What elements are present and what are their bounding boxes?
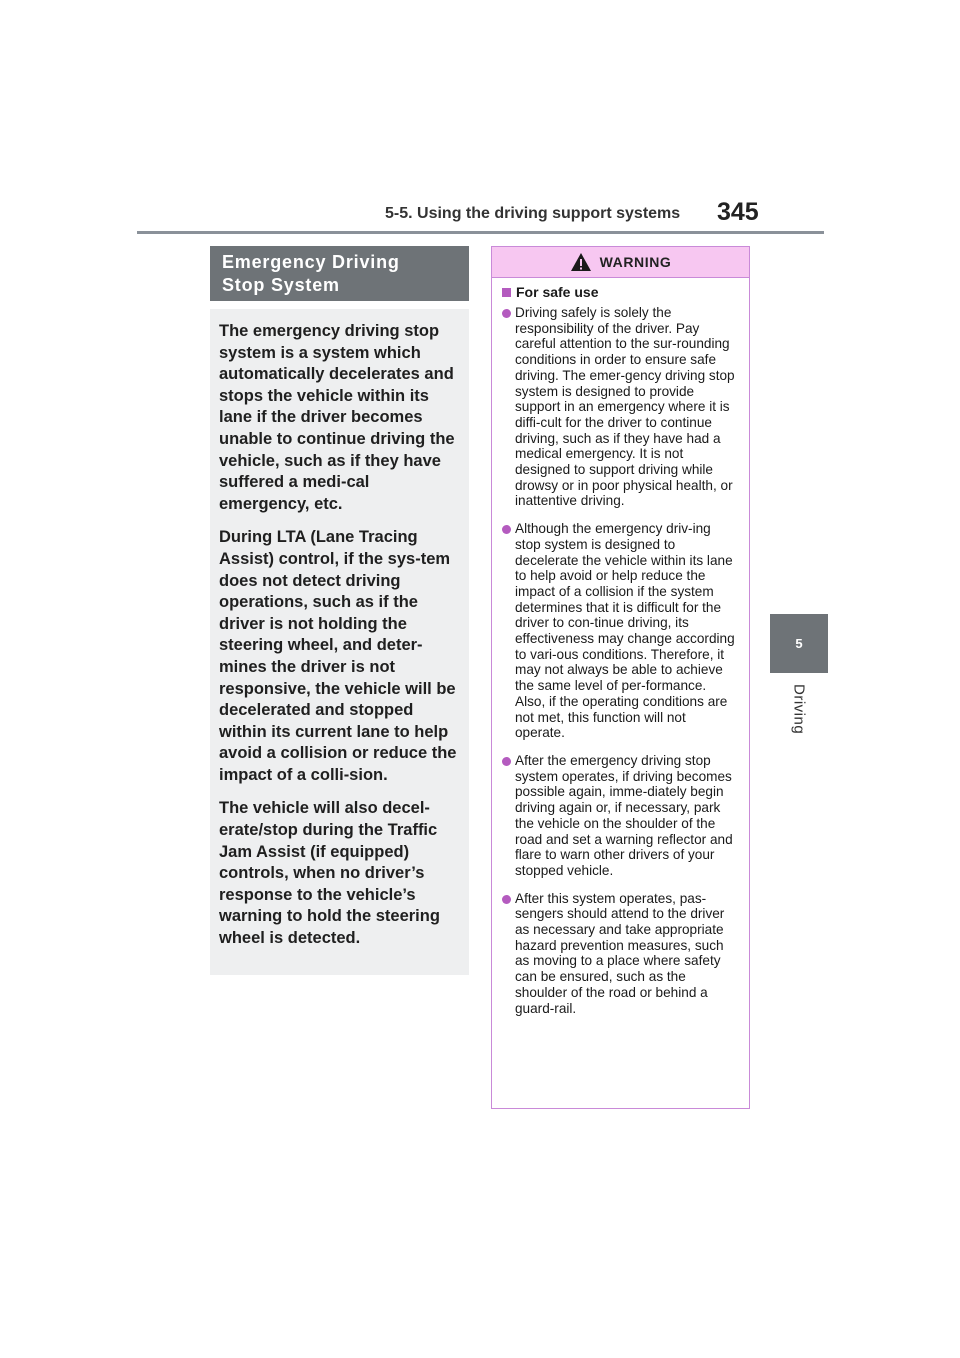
section-title-line1: Emergency Driving — [222, 252, 400, 272]
warning-box — [491, 246, 750, 1109]
warning-subheading-text: For safe use — [516, 284, 599, 300]
warning-item-text: Driving safely is solely the responsibility of the driver. Pay careful attention to the sur-rounding conditions in order to ensure safe driving. The emer-gency driving stop system is designed to provide support in an emergency where it is diffi-cult for the driver to continue driving, such as if they have had a medical emergency. It is not designed to support driving while drowsy or in poor physical health, or inattentive driving. — [515, 305, 735, 509]
bullet-dot-icon — [502, 309, 511, 318]
warning-item — [502, 753, 737, 879]
chapter-label-container — [773, 684, 825, 744]
chapter-number: 5 — [795, 636, 803, 651]
warning-item — [502, 305, 737, 509]
intro-box — [210, 309, 469, 975]
warning-item — [502, 521, 737, 741]
bullet-dot-icon — [502, 525, 511, 534]
warning-title: WARNING — [599, 254, 672, 270]
chapter-label: Driving — [790, 684, 808, 735]
intro-paragraph: The emergency driving stop system is a system which automatically decelerates and stops the vehicle within its lane if the driver becomes unable to continue driving the vehicle, such as if they have suffered a medi-cal emergency, etc. — [219, 322, 455, 513]
bullet-dot-icon — [502, 757, 511, 766]
warning-item-text: After this system operates, pas-sengers should attend to the driver as necessary and take appropriate hazard prevention measures, such as moving to a place where safety can be ensured, such as the shoulder of the road or behind a guard-rail. — [515, 890, 725, 1016]
warning-subheading — [502, 284, 737, 300]
section-column — [210, 246, 469, 975]
intro-paragraph: During LTA (Lane Tracing Assist) control, if the sys-tem does not detect driving operations, such as if the driver is not holding the steering wheel, and deter-mines the driver is not responsive, the vehicle will be decelerated and stopped within its current lane to help avoid a collision or reduce the impact of a colli-sion. — [219, 528, 457, 784]
chapter-tab — [770, 614, 828, 673]
square-bullet-icon — [502, 288, 511, 297]
warning-body — [492, 278, 749, 1016]
header-section-title: 5-5. Using the driving support systems — [385, 205, 681, 222]
section-title-bar — [210, 246, 469, 301]
page-number: 345 — [717, 198, 759, 226]
page-header — [0, 0, 960, 240]
bullet-dot-icon — [502, 895, 511, 904]
intro-paragraph: The vehicle will also decel-erate/stop during the Traffic Jam Assist (if equipped) controls, when no driver’s response to the vehicle’s warning to hold the steering wheel is detected. — [219, 799, 440, 948]
header-divider — [137, 231, 824, 234]
warning-item-text: After the emergency driving stop system operates, if driving becomes possible again, imme-diately begin driving again or, if necessary, park the vehicle on the shoulder of the road and set a warning reflector and flare to warn other drivers of your stopped vehicle. — [515, 752, 733, 878]
warning-item-text: Although the emergency driv-ing stop system is designed to decelerate the vehicle within its lane to help avoid or help reduce the impact of a collision if the system determines that it is difficult for the driver to con-tinue driving, its effectiveness may change according to vari-ous conditions. Therefore, it may not always be able to achieve the same level of per-formance. Also, if the operating conditions are not met, this function will not operate. — [515, 521, 735, 741]
section-title-line2: Stop System — [222, 275, 340, 295]
warning-triangle-icon — [570, 252, 592, 272]
warning-header — [492, 247, 749, 278]
warning-item — [502, 891, 737, 1017]
